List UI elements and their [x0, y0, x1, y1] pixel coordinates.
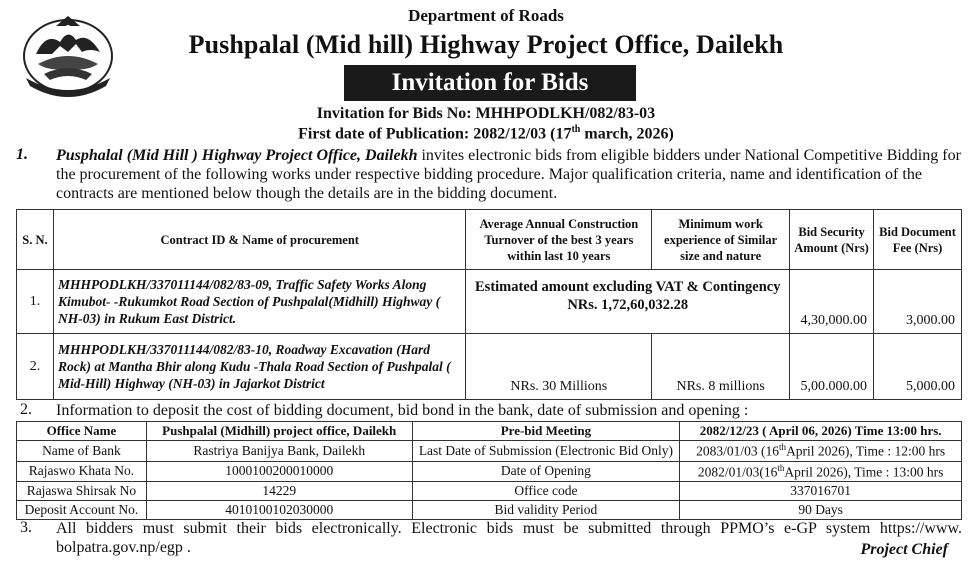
info-head-prebid-date: 2082/12/23 ( April 06, 2026) Time 13:00 hrs.: [680, 422, 962, 441]
info-label: Name of Bank: [17, 441, 147, 462]
info-detail-post: April 2026), Time : 13:00 hrs: [784, 464, 944, 479]
row-contract: MHHPODLKH/337011144/082/83-09, Traffic Safety Works Along Kimubot- -Rukumkot Road Section of Pushpalal(Midhill) Highway ( NH-03) in Rukum East District.: [53, 270, 466, 334]
info-head-prebid-label: Pre-bid Meeting: [412, 422, 680, 441]
info-detail-pre: 2082/01/03(16: [697, 464, 778, 479]
info-detail-sup: th: [779, 442, 787, 452]
header-turnover: Average Annual Construction Turnover of the best 3 years within last 10 years: [466, 210, 652, 270]
row-fee: 3,000.00: [874, 270, 962, 334]
row-sn: 2.: [17, 334, 54, 400]
row-security: 5,00.000.00: [790, 334, 874, 400]
info-table-header: [17, 422, 962, 441]
table-row: [17, 334, 962, 400]
info-detail: [680, 501, 962, 520]
table-row: [17, 461, 962, 482]
info-head-office-label: Office Name: [17, 422, 147, 441]
publication-date: [0, 124, 972, 143]
clause-1-lead: Pusphalal (Mid Hill ) Highway Project Office, Dailekh: [56, 147, 418, 164]
info-detail-pre: 90 Days: [798, 502, 843, 517]
info-value: 4010100102030000: [146, 501, 412, 520]
row-experience: NRs. 8 millions: [652, 334, 790, 400]
header-experience: Minimum work experience of Similar size and nature: [652, 210, 790, 270]
clause-3-number: 3.: [20, 519, 32, 536]
info-label: Deposit Account No.: [17, 501, 147, 520]
deposit-info-table: [16, 421, 962, 520]
clause-2-number: 2.: [20, 401, 32, 418]
info-detail-pre: 2083/01/03 (16: [696, 443, 780, 459]
info-detail: [680, 482, 962, 501]
info-item: Bid validity Period: [412, 501, 680, 520]
header-contract: Contract ID & Name of procurement: [53, 210, 466, 270]
department-title: Department of Roads: [408, 6, 564, 25]
publication-date-suffix: march, 2026): [580, 125, 674, 143]
row-fee: 5,000.00: [874, 334, 962, 400]
table-row: [17, 441, 962, 462]
clause-2-text: Information to deposit the cost of bidding document, bid bond in the bank, date of submission and opening :: [56, 402, 749, 419]
info-item: Office code: [412, 482, 680, 501]
header-fee: Bid Document Fee (Nrs): [874, 210, 962, 270]
info-value: Rastriya Banijya Bank, Dailekh: [146, 441, 412, 462]
clause-3-text: All bidders must submit their bids electronically. Electronic bids must be submitted through PPMO’s e-GP system https://www. bolpatra.gov.np/egp .: [56, 520, 962, 556]
info-detail: [680, 441, 962, 462]
info-label: Rajaswa Shirsak No: [17, 482, 147, 501]
info-detail-post: April 2026), Time : 12:00 hrs: [786, 443, 946, 459]
row-turnover: NRs. 30 Millions: [466, 334, 652, 400]
row-estimate: Estimated amount excluding VAT & Contingency NRs. 1,72,60,032.28: [466, 270, 790, 334]
row-sn: 1.: [17, 270, 54, 334]
clause-1-body: invites electronic bids from eligible bidders under National Competitive Bidding for the procurement of the following works under respective bidding procedure. Major qualification criteria, name and identification of the contracts are mentioned below though the details are in the bidding document.: [56, 147, 961, 202]
clause-1-number: 1.: [16, 146, 28, 163]
row-security: 4,30,000.00: [790, 270, 874, 334]
info-item: Date of Opening: [412, 461, 680, 482]
info-value: 14229: [146, 482, 412, 501]
clause-1-text: [56, 146, 962, 203]
info-head-office-name: Pushpalal (Midhill) project office, Dailekh: [146, 422, 412, 441]
table-row: [17, 482, 962, 501]
header-sn: S. N.: [17, 210, 54, 270]
office-title: Pushpalal (Mid hill) Highway Project Office, Dailekh: [188, 30, 784, 59]
info-label: Rajaswo Khata No.: [17, 461, 147, 482]
works-table-header: [17, 210, 962, 270]
header-security: Bid Security Amount (Nrs): [790, 210, 874, 270]
info-detail-pre: 337016701: [790, 483, 851, 498]
ifb-number: Invitation for Bids No: MHHPODLKH/082/83-03: [316, 105, 656, 122]
works-table: [16, 209, 962, 400]
info-detail: [680, 461, 962, 482]
table-row: [17, 270, 962, 334]
table-row: [17, 501, 962, 520]
signature-title: Project Chief: [860, 541, 948, 558]
info-item: Last Date of Submission (Electronic Bid Only): [412, 441, 680, 462]
publication-date-sup: th: [571, 124, 581, 135]
row-contract: MHHPODLKH/337011144/082/83-10, Roadway Excavation (Hard Rock) at Mantha Bhir along Kudu -Thala Road Section of Pushpalal ( Mid-Hill) Highway (NH-03) in Jajarkot District: [53, 334, 466, 400]
info-value: 1000100200010000: [146, 461, 412, 482]
invitation-banner: Invitation for Bids: [344, 65, 636, 101]
publication-date-prefix: First date of Publication: 2082/12/03 (17: [298, 125, 572, 143]
info-detail-sup: th: [777, 462, 785, 473]
